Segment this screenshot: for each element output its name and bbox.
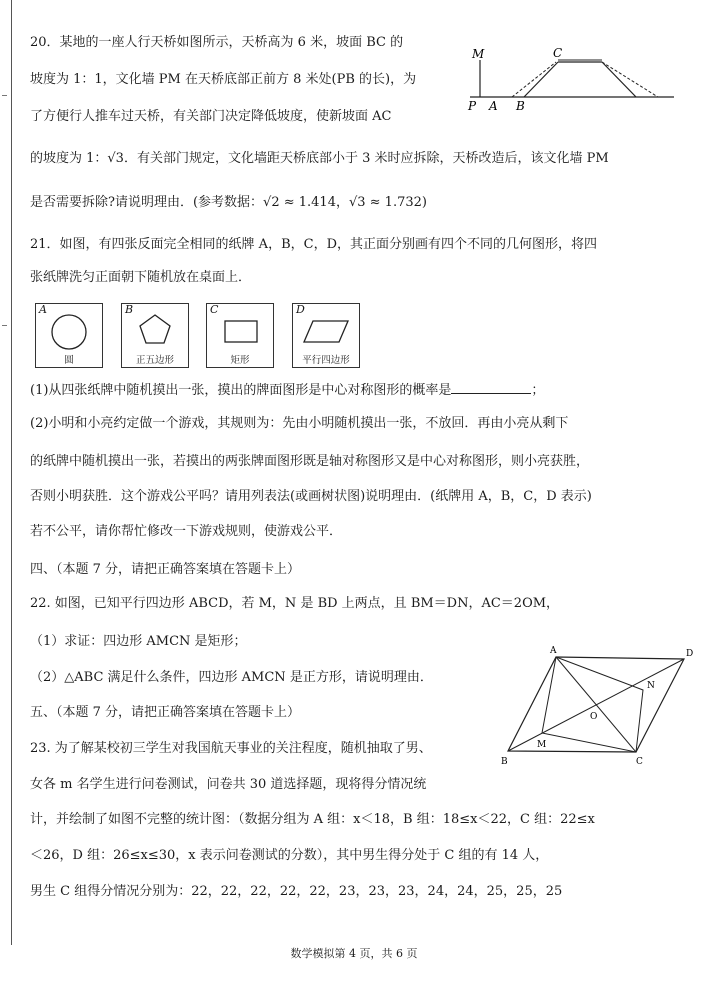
parallelogram-figure	[500, 643, 700, 773]
card-d	[292, 303, 360, 368]
card-caption: 圆	[64, 355, 74, 366]
label-o: O	[590, 712, 598, 722]
label-n: N	[647, 681, 655, 691]
answer-blank[interactable]	[451, 381, 531, 394]
label-a: A	[489, 99, 498, 113]
q23-line-2: 女各 m 名学生进行问卷测试，问卷共 30 道选择题，现将得分情况统	[30, 777, 427, 792]
q22-line-3: （2）△ABC 满足什么条件，四边形 AMCN 是正方形，请说明理由．	[30, 670, 433, 685]
label-b: B	[516, 99, 525, 113]
q20-line-5: 是否需要拆除?请说明理由．(参考数据：√2 ≈ 1.414，√3 ≈ 1.732)	[30, 195, 427, 210]
q20-line-1: 20．某地的一座人行天桥如图所示，天桥高为 6 米，坡面 BC 的	[30, 35, 404, 50]
q21-line-1: 21．如图，有四张反面完全相同的纸牌 A，B，C，D，其正面分别画有四个不同的几何图形，将四	[30, 237, 597, 252]
card-caption: 矩形	[230, 355, 250, 366]
label-a: A	[550, 646, 557, 656]
q20-line-2: 坡度为 1：1，文化墙 PM 在天桥底部正前方 8 米处(PB 的长)，为	[30, 72, 417, 87]
q20-line-3: 了方便行人推车过天桥，有关部门决定降低坡度，使新坡面 AC	[30, 109, 392, 124]
card-c	[206, 303, 274, 368]
label-c: C	[636, 757, 643, 767]
card-letter: A	[39, 303, 47, 316]
card-a	[35, 303, 103, 368]
q23-line-1: 23. 为了解某校初三学生对我国航天事业的关注程度，随机抽取了男、	[30, 741, 432, 756]
margin-tick	[2, 325, 7, 326]
slope-bc	[524, 62, 558, 97]
section-5-heading: 五、（本题 7 分，请把正确答案填在答题卡上）	[30, 705, 301, 720]
card-caption: 平行四边形	[302, 355, 350, 366]
page-footer: 数学模拟第 4 页，共 6 页	[290, 947, 418, 960]
label-c: C	[553, 46, 563, 60]
q21-line-2: 张纸牌洗匀正面朝下随机放在桌面上．	[30, 270, 252, 285]
card-caption: 正五边形	[135, 355, 174, 366]
new-slope-right	[602, 62, 658, 97]
q21-part-2-line-4: 若不公平，请你帮忙修改一下游戏规则，使游戏公平．	[30, 524, 343, 539]
card-letter: C	[210, 303, 219, 316]
label-d: D	[686, 649, 694, 659]
diagonal-bd	[508, 659, 684, 751]
slope-right	[602, 62, 636, 97]
margin-tick	[2, 95, 7, 96]
label-m: M	[472, 47, 485, 61]
q22-line-2: （1）求证：四边形 AMCN 是矩形；	[30, 634, 247, 649]
card-letter: D	[296, 303, 305, 316]
amcn-outline	[542, 657, 643, 752]
q21-part-1	[30, 381, 544, 400]
q21-part-2-line-2: 的纸牌中随机摸出一张，若摸出的两张牌面图形既是轴对称图形又是中心对称图形，则小亮获胜，	[30, 454, 590, 469]
section-4-heading: 四、（本题 7 分，请把正确答案填在答题卡上）	[30, 562, 301, 577]
q23-line-4: ＜26，D 组：26≤x≤30，x 表示问卷测试的分数），其中男生得分处于 C 组的有 14 人，	[30, 848, 549, 863]
card-letter: B	[125, 303, 134, 316]
label-p: P	[468, 99, 477, 113]
bridge-figure	[462, 38, 682, 120]
q21-part-1-text: (1)从四张纸牌中随机摸出一张，摸出的牌面图形是中心对称图形的概率是	[30, 383, 452, 398]
new-slope-ac	[512, 62, 556, 97]
q23-line-3: 计，并绘制了如图不完整的统计图：（数据分组为 A 组：x＜18，B 组：18≤x＜22，C 组：22≤x	[30, 812, 595, 827]
q21-part-2-line-3: 否则小明获胜．这个游戏公平吗？请用列表法(或画树状图)说明理由．(纸牌用 A，B，C，D 表示)	[30, 489, 592, 504]
card-b	[121, 303, 189, 368]
label-m: M	[537, 740, 547, 750]
left-margin-line	[11, 0, 12, 945]
q21-part-2-line-1: (2)小明和小亮约定做一个游戏，其规则为：先由小明随机摸出一张，不放回．再由小亮从剩下	[30, 416, 569, 431]
q21-part-1-end: ；	[531, 383, 545, 398]
q22-line-1: 22. 如图，已知平行四边形 ABCD，若 M，N 是 BD 上两点，且 BM＝DN，AC＝2OM，	[30, 596, 560, 611]
q23-line-5: 男生 C 组得分情况分别为：22，22，22，22，22，23，23，23，24，24，25，25，25	[30, 884, 563, 899]
q20-line-4: 的坡度为 1：√3．有关部门规定，文化墙距天桥底部小于 3 米时应拆除，天桥改造后，该文化墙 PM	[30, 151, 609, 166]
label-b: B	[501, 757, 508, 767]
